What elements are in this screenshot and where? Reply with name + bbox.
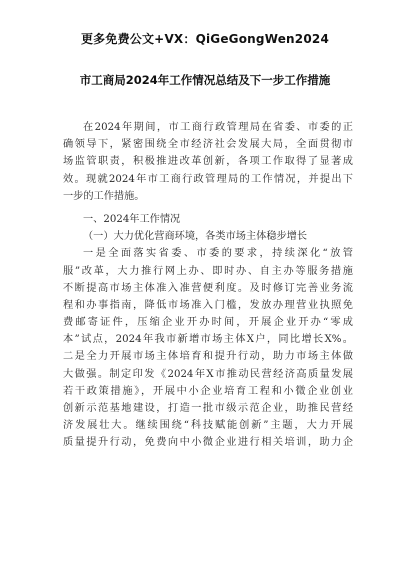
body-line: 二是全力开展市场主体培育和提升行动，助力市场主体做 xyxy=(63,351,353,363)
body-line: 大做强。制定印发《2024年X市推动民营经济高质量发展 xyxy=(63,368,353,380)
document-title: 市工商局2024年工作情况总结及下一步工作措施 xyxy=(79,73,331,87)
body-line: 济发展壮大。继续围绕“科技赋能创新”主题，大力开展 xyxy=(63,420,353,432)
body-line: 创新示范基地建设，打造一批市级示范企业，助推民营经 xyxy=(63,403,353,414)
watermark-header: 更多免费公文+VX：QiGeGongWen2024 xyxy=(80,32,329,46)
body-line: 若干政策措施》，开展中小企业培育工程和小微企业创业 xyxy=(63,385,353,397)
document-body xyxy=(63,119,353,452)
body-line: 程和办事指南，降低市场准入门槛，发放办理营业执照免 xyxy=(63,299,353,311)
body-line: 不断提高市场主体准入准营便利度。及时修订完善业务流 xyxy=(63,282,353,294)
body-line: 效。现就2024年市工商行政管理局的工作情况，并提出下 xyxy=(63,173,353,185)
body-line: 一步的工作措施。 xyxy=(63,190,145,202)
body-line: 在2024年期间，市工商行政管理局在省委、市委的正 xyxy=(83,122,353,133)
body-line: 一、2024年工作情况 xyxy=(83,213,181,225)
body-line: （一）大力优化营商环境，各类市场主体稳步增长 xyxy=(83,231,308,243)
body-line: 场监管职责，积极推进改革创新，各项工作取得了显著成 xyxy=(63,156,353,168)
body-line: 质量提升行动，免费向中小微企业进行相关培训，助力企 xyxy=(63,437,353,449)
body-line: 本”试点，2024年我市新增市场主体X户，同比增长X%。 xyxy=(63,334,353,346)
body-line: 一是全面落实省委、市委的要求，持续深化“放管 xyxy=(83,248,353,260)
body-line: 费邮寄证件，压缩企业开办时间，开展企业开办“零成 xyxy=(63,317,353,329)
body-line: 确领导下，紧密围绕全市经济社会发展大局，全面贯彻市 xyxy=(63,139,353,151)
body-line: 服”改革，大力推行网上办、即时办、自主办等服务措施 xyxy=(63,265,353,277)
